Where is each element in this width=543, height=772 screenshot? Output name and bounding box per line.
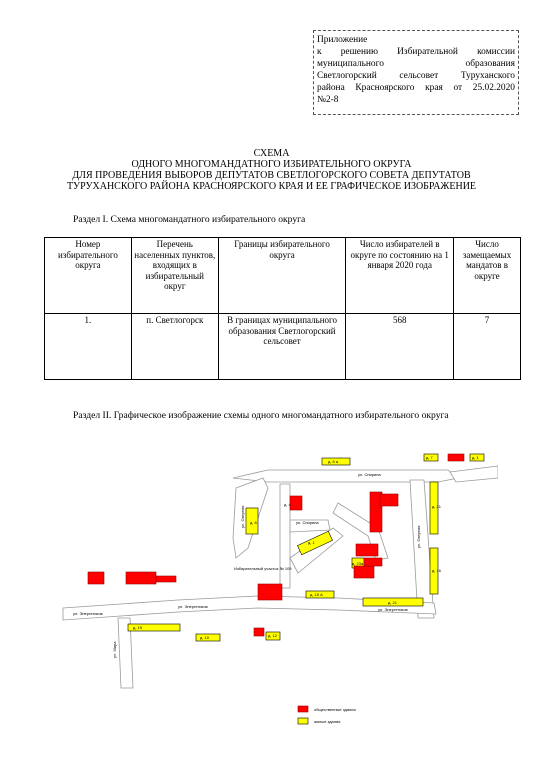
public-building <box>88 572 104 584</box>
appendix-line: Приложение <box>317 35 368 45</box>
building-label: д. 1 <box>472 455 479 460</box>
street-label: ул. Озерная <box>240 505 245 528</box>
cell-boundaries: В границах муниципального образования Светлогорский сельсовет <box>218 314 346 380</box>
cell-voters: 568 <box>346 314 454 380</box>
public-building <box>356 544 378 556</box>
header-cell: Номер избирательного округа <box>45 238 132 314</box>
public-building <box>354 566 374 578</box>
table-row <box>45 314 521 380</box>
appendix-line: района Красноярского края от 25.02.2020 <box>317 83 515 93</box>
building-label: д. 12 <box>268 633 278 638</box>
cell-settlements: п. Светлогорск <box>131 314 218 380</box>
heading-line: ОДНОГО МНОГОМАНДАТНОГО ИЗБИРАТЕЛЬНОГО ОКРУГА <box>131 159 412 170</box>
appendix-line: к решению Избирательной комиссии <box>317 47 515 57</box>
header-cell: Число замещаемых мандатов в округе <box>454 238 521 314</box>
legend-swatch-public <box>298 706 308 712</box>
building-label: д. 7 <box>426 455 433 460</box>
table-header-row <box>45 238 521 314</box>
legend-swatch-residential <box>298 718 308 724</box>
legend-label-public: общественные здания <box>314 707 356 712</box>
building-label: д. 21 <box>388 600 398 605</box>
public-building <box>448 454 464 461</box>
street-label: ул. Мира <box>112 641 117 658</box>
public-building <box>380 494 398 506</box>
street-label: ул. Озерная <box>416 525 421 548</box>
heading-line: СХЕМА <box>253 148 290 159</box>
section-1-title: Раздел I. Схема многомандатного избирательного округа <box>73 214 306 225</box>
building-label: д. 10 <box>200 635 210 640</box>
public-building <box>254 628 264 636</box>
street-label: ул. Энергетиков <box>73 611 103 616</box>
district-table <box>44 237 521 380</box>
header-cell: Границы избирательного округа <box>218 238 346 314</box>
district-map <box>58 448 498 748</box>
building-label: д. 16 <box>432 568 442 573</box>
polling-station-label: Избирательный участок № 109 <box>234 566 292 571</box>
road-central-vertical <box>280 484 290 588</box>
appendix-line: №2-8 <box>317 95 339 105</box>
building-label: д. 15 А <box>310 592 323 597</box>
building-label: д. 23а <box>352 561 364 566</box>
public-building <box>290 496 302 510</box>
street-label: ул. Энергетиков <box>178 604 208 609</box>
legend-label-residential: жилые здания <box>314 719 341 724</box>
building-label: д. 6 а <box>328 459 339 464</box>
building-label: д. 1 <box>308 540 315 545</box>
road-right-exit <box>450 466 498 482</box>
appendix-line: муниципального образования <box>317 59 515 69</box>
heading-line: ТУРУХАНСКОГО РАЙОНА КРАСНОЯРСКОГО КРАЯ И ЕЕ ГРАФИЧЕСКОЕ ИЗОБРАЖЕНИЕ <box>66 181 477 192</box>
appendix-line: Светлогорский сельсовет Туруханского <box>317 71 515 81</box>
header-cell: Число избирателей в округе по состоянию на 1 января 2020 года <box>346 238 454 314</box>
road-central-diagonal <box>290 528 343 573</box>
polling-station-building <box>258 584 282 600</box>
residential-buildings <box>128 454 484 724</box>
heading-line: ДЛЯ ПРОВЕДЕНИЯ ВЫБОРОВ ДЕПУТАТОВ СВЕТЛОГОРСКОГО СОВЕТА ДЕПУТАТОВ <box>72 170 471 181</box>
cell-district-number: 1. <box>45 314 132 380</box>
street-label: ул. Энергетиков <box>378 607 408 612</box>
public-buildings <box>88 454 464 712</box>
public-building <box>364 558 382 566</box>
cell-mandates: 7 <box>454 314 521 380</box>
appendix-note <box>313 30 519 115</box>
street-label: ул. Спирина <box>296 520 319 525</box>
building-label: д. 4 <box>284 502 291 507</box>
document-heading <box>20 148 523 192</box>
section-2-title: Раздел II. Графическое изображение схемы одного многомандатного избирательного округа <box>73 410 449 421</box>
public-building <box>156 576 176 582</box>
header-cell: Перечень населенных пунктов, входящих в избирательный округ <box>131 238 218 314</box>
building-label: д. 21 <box>432 504 442 509</box>
building-label: д. 8 <box>250 520 257 525</box>
street-label: ул. Спирина <box>358 472 381 477</box>
public-building <box>126 572 156 584</box>
building-label: д. 19 <box>133 625 143 630</box>
